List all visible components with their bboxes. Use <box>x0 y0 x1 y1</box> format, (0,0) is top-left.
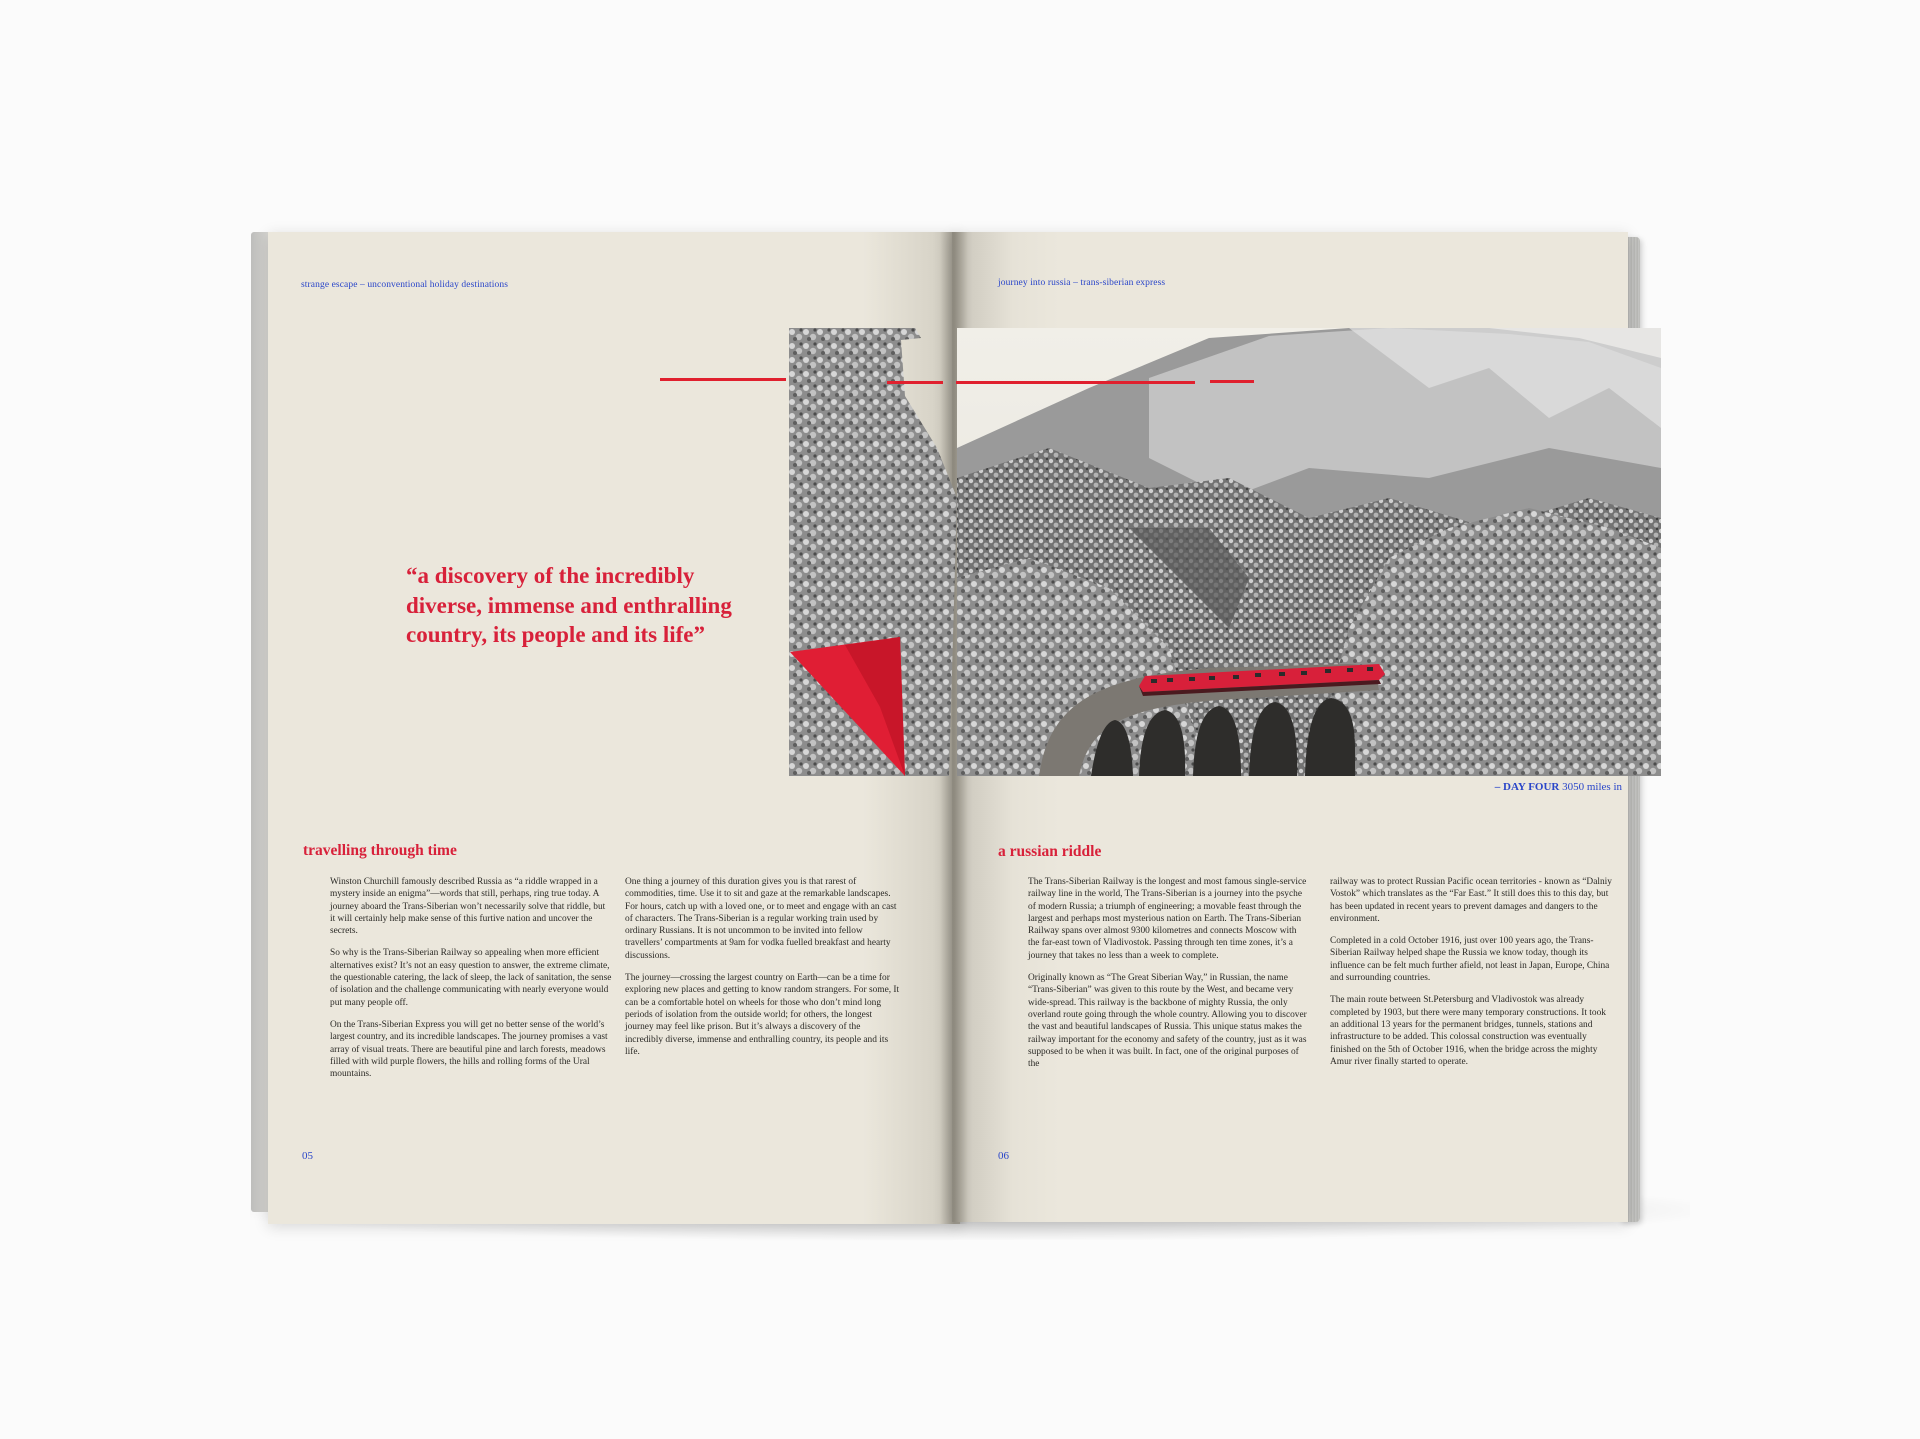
red-rule-segment-2 <box>887 381 943 384</box>
paragraph: The Trans-Siberian Railway is the longest and most famous single-service railway line in the world, The Trans-Siberian is a journey into the psyche of modern Russia; a triumph of engineering; a movable feast through the largest and perhaps most mysterious nation on Earth. The Trans-Siberian Railway spans over almost 9300 kilometres and connects Moscow with the far-east town of Vladivostok. Passing through ten time zones, it’s a journey that takes no less than a week to complete. <box>1028 877 1307 961</box>
paragraph: The journey—crossing the largest country on Earth—can be a time for exploring new places and getting to know random strangers. For some, It can be a comfortable hotel on wheels for those who don’t mind long periods of isolation from the outside world; for others, the longest journey may feel like prison. But it’s always a discovery of the incredibly diverse, immense and enthralling country, its people and its life. <box>625 973 900 1057</box>
pull-quote: “a discovery of the incredibly diverse, immense and enthralling country, its people and its life” <box>406 563 732 647</box>
paragraph: Winston Churchill famously described Russia as “a riddle wrapped in a mystery inside an enigma”—words that still, perhaps, ring true today. A journey aboard the Trans-Siberian won’t necessarily solve that riddle, but it will certainly help make sense of this furtive nation and uncover the secrets. <box>330 877 606 937</box>
red-folded-corner <box>790 637 905 776</box>
red-rule-segment-1 <box>660 378 786 381</box>
caption-distance: 3050 miles in <box>1559 781 1622 793</box>
photo-caption <box>1440 781 1622 793</box>
page-number-left: 05 <box>302 1150 313 1162</box>
right-column-1 <box>1028 876 1308 1080</box>
red-rule-segment-4 <box>1210 380 1254 383</box>
left-column-2 <box>625 876 900 1068</box>
section-title-left: travelling through time <box>303 842 457 859</box>
page-number-right: 06 <box>998 1150 1009 1162</box>
running-head-left: strange escape – unconventional holiday destinations <box>301 280 509 290</box>
section-title-right: a russian riddle <box>998 843 1102 860</box>
paragraph: One thing a journey of this duration gives you is that rarest of commodities, time. Use it to sit and gaze at the remarkable landscapes. For hours, catch up with a loved one, or to meet and engage with an cast of characters. The Trans-Siberian is a regular working train used by ordinary Russians. It is not uncommon to be invited into fellow travellers’ compartments at 9am for vodka fuelled breakfast and hearty discussions. <box>625 877 897 961</box>
paragraph: Completed in a cold October 1916, just over 100 years ago, the Trans-Siberian Railway helped shape the Russia we know today, though its influence can be felt much further afield, not least in Japan, Europe, China and surrounding countries. <box>1330 936 1610 984</box>
mountain-viaduct-photo <box>789 328 1661 776</box>
caption-day-label: – DAY FOUR <box>1494 781 1560 793</box>
left-page-edges <box>251 232 269 1212</box>
red-rule-segment-3 <box>956 381 1195 384</box>
left-column-1 <box>330 876 612 1090</box>
running-head-right: journey into russia – trans-siberian express <box>998 278 1166 288</box>
paragraph: Originally known as “The Great Siberian Way,” in Russian, the name “Trans-Siberian” was given to this route by the West, and became very wide-spread. This railway is the backbone of mighty Russia, the only overland route going through the whole country. Allowing you to discover the vast and beautiful landscapes of Russia. This unique status makes the railway important for the economy and safety of the country, just as it was supposed to be when it was built. In fact, one of the original purposes of the <box>1028 973 1307 1070</box>
right-column-2 <box>1330 876 1615 1078</box>
paragraph: So why is the Trans-Siberian Railway so appealing when more efficient alternatives exist? It’s not an easy question to answer, the extreme climate, the questionable catering, the lack of sleep, the lack of sanitation, the sense of isolation and the challenge communicating with nearly everyone would put many people off. <box>330 948 612 1008</box>
paragraph: railway was to protect Russian Pacific ocean territories - known as “Dalniy Vostok” which translates as the “Far East.” It still does this to this day, but has been updated in recent years to prevent damages and dangers to the environment. <box>1330 877 1612 924</box>
paragraph: The main route between St.Petersburg and Vladivostok was already completed by 1903, but there were many temporary constructions. It took an additional 13 years for the permanent bridges, tunnels, stations and infrastructure to be added. This colossal construction was eventually finished on the 5th of October 1916, when the bridge across the mighty Amur river finally started to operate. <box>1330 995 1606 1067</box>
paragraph: On the Trans-Siberian Express you will get no better sense of the world’s largest country, and its incredible landscapes. The journey promises a vast array of visual treats. There are beautiful pine and larch forests, meadows filled with wild purple flowers, the hills and rolling forms of the Ural mountains. <box>330 1019 608 1080</box>
